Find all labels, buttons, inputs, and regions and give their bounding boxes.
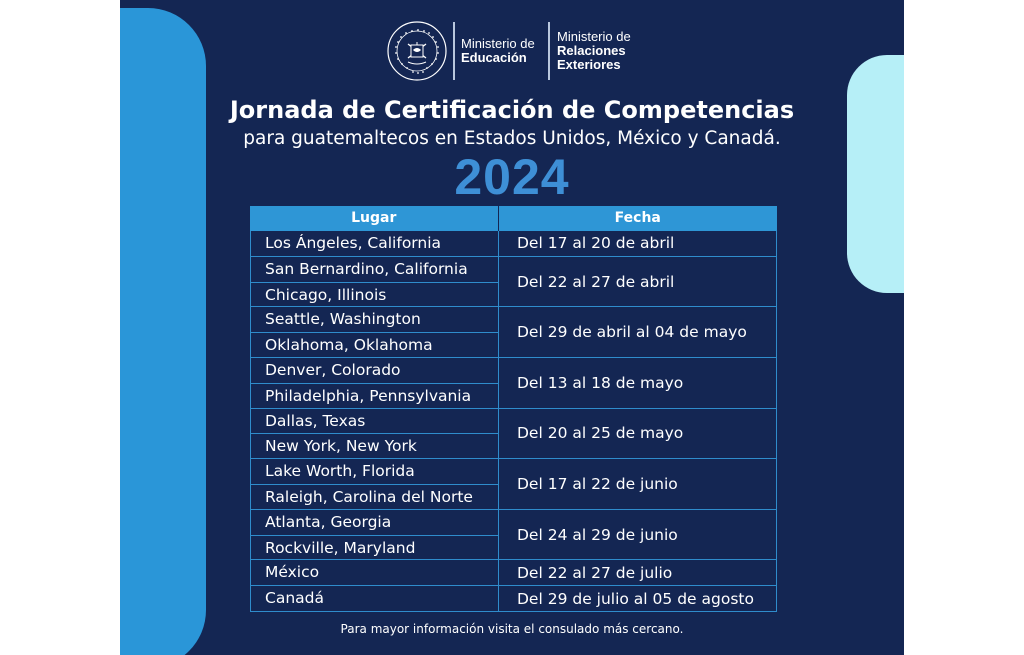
place-cell — [251, 231, 499, 256]
page-title: Jornada de Certificación de Competencias — [229, 96, 795, 124]
table-row — [250, 560, 777, 586]
place-name: México — [265, 563, 320, 582]
place-name: Rockville, Maryland — [251, 535, 498, 560]
place-cell — [251, 257, 499, 307]
table-row — [250, 586, 777, 612]
place-name: San Bernardino, California — [265, 259, 468, 278]
date-cell: Del 29 de julio al 05 de agosto — [517, 589, 754, 608]
year-heading: 2024 — [454, 149, 570, 205]
place-cell — [251, 510, 499, 560]
footer-note: Para mayor información visita el consulado más cercano. — [340, 622, 684, 636]
logo-line: Relaciones — [557, 43, 626, 58]
place-cell — [251, 307, 499, 357]
table-row — [250, 409, 777, 460]
place-name: New York, New York — [251, 433, 498, 458]
logo-line: Exteriores — [557, 57, 621, 72]
schedule-table — [250, 206, 777, 612]
table-row — [250, 257, 777, 308]
place-name: Los Ángeles, California — [265, 234, 442, 252]
column-header-date: Fecha — [498, 206, 777, 231]
column-header-place: Lugar — [351, 210, 397, 226]
logo-line: Educación — [461, 50, 527, 65]
ministerio-educacion-logo — [461, 37, 535, 65]
place-name: Philadelphia, Pennsylvania — [251, 383, 498, 408]
date-cell: Del 17 al 22 de junio — [517, 474, 678, 493]
table-row — [250, 231, 777, 257]
date-cell: Del 17 al 20 de abril — [517, 234, 675, 253]
place-cell — [251, 409, 499, 459]
place-cell — [251, 358, 499, 408]
date-cell: Del 24 al 29 de junio — [517, 525, 678, 544]
place-name: Lake Worth, Florida — [265, 462, 415, 481]
logo-line: Ministerio de — [461, 36, 535, 51]
logo-divider — [548, 22, 550, 80]
date-cell: Del 22 al 27 de abril — [517, 272, 675, 291]
logo-divider — [453, 22, 455, 80]
ministerio-relaciones-exteriores-logo — [557, 30, 631, 72]
place-name: Chicago, Illinois — [251, 282, 498, 307]
place-name: Canadá — [265, 589, 324, 608]
place-cell — [251, 459, 499, 509]
place-name: Oklahoma, Oklahoma — [251, 332, 498, 357]
place-name: Dallas, Texas — [265, 411, 366, 430]
place-name: Raleigh, Carolina del Norte — [251, 484, 498, 509]
date-cell: Del 20 al 25 de mayo — [517, 424, 684, 443]
guatemala-seal-icon — [386, 20, 448, 82]
place-name: Atlanta, Georgia — [265, 512, 392, 531]
flyer-panel — [120, 0, 904, 655]
table-row — [250, 358, 777, 409]
date-cell: Del 22 al 27 de julio — [517, 563, 673, 582]
place-cell — [251, 586, 499, 611]
place-name: Seattle, Washington — [265, 310, 421, 329]
page-subtitle: para guatemaltecos en Estados Unidos, México y Canadá. — [243, 128, 781, 149]
place-cell — [251, 560, 499, 585]
date-cell: Del 13 al 18 de mayo — [517, 373, 684, 392]
table-header — [250, 206, 777, 231]
logo-line: Ministerio de — [557, 29, 631, 44]
table-row — [250, 510, 777, 561]
table-row — [250, 459, 777, 510]
place-name: Denver, Colorado — [265, 360, 401, 379]
table-row — [250, 307, 777, 358]
date-cell: Del 29 de abril al 04 de mayo — [517, 323, 747, 342]
